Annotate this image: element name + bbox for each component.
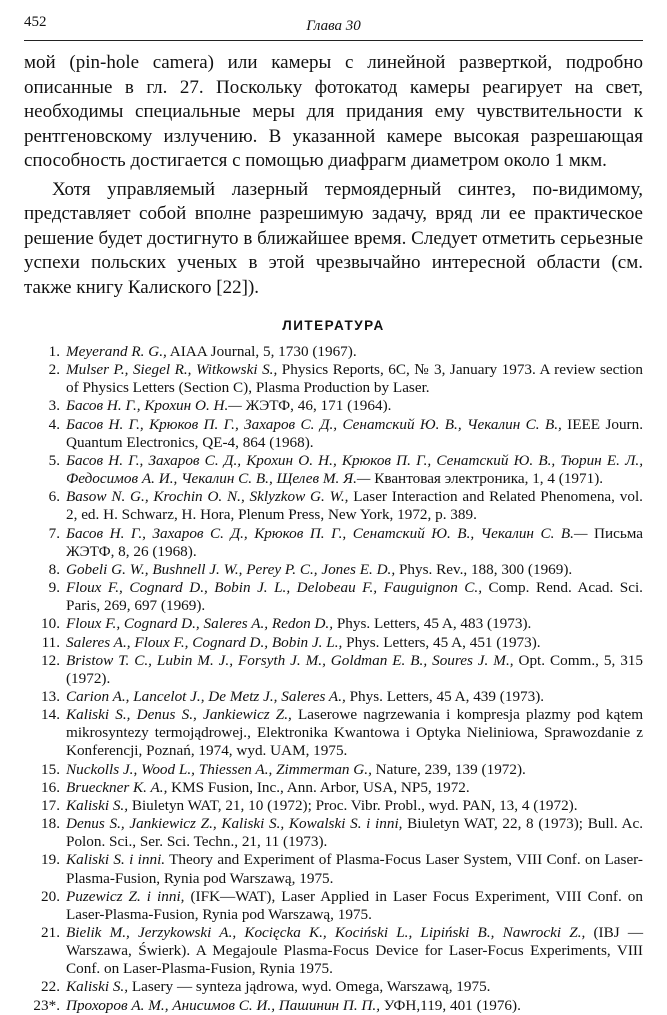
reference-number: 6.: [48, 488, 60, 506]
reference-item: [24, 561, 643, 579]
reference-text: [66, 888, 643, 924]
reference-item: [24, 416, 643, 452]
references-heading: ЛИТЕРАТУРА: [282, 318, 385, 333]
reference-item: [24, 488, 643, 524]
paragraph-1: мой (pin-hole camera) или камеры с линейной разверткой, подробно описанные в гл. 27. Поскольку фотокатод камеры реагирует на свет, необходимы специальные меры для придания ему чувствительности к рентгеновскому излучению. В указанной камере высокая разрешающая способность достигается с помощью диафрагм диаметром около 1 мкм.: [24, 52, 643, 171]
reference-text: [66, 525, 643, 561]
reference-item: [24, 452, 643, 488]
reference-authors: Nuckolls J., Wood L., Thiessen A., Zimmerman G.,: [66, 760, 372, 778]
reference-text: [66, 652, 643, 688]
reference-authors: Kaliski S. i inni.: [66, 851, 166, 869]
reference-details: AIAA Journal, 5, 1730 (1967).: [166, 343, 357, 360]
reference-text: [66, 978, 643, 996]
reference-text: [66, 343, 643, 361]
reference-details: Theory and Experiment of Plasma-Focus Laser System, VIII Conf. on Laser-Plasma-Fusion, Rynia pod Warszawą, 1975.: [66, 851, 643, 887]
reference-number: 2.: [48, 361, 60, 379]
reference-item: [24, 579, 643, 615]
reference-details: Nature, 239, 139 (1972).: [371, 760, 526, 778]
reference-number: 17.: [41, 796, 60, 814]
reference-details: (IFK—WAT), Laser Applied in Laser Focus Experiment, VIII Conf. on Laser-Plasma-Fusion, Rynia pod Warszawą, 1975.: [66, 887, 643, 923]
reference-item: [24, 924, 643, 978]
reference-list: [24, 343, 643, 1015]
reference-details: Квантовая электроника, 1, 4 (1971).: [370, 470, 604, 488]
reference-authors: Brueckner K. A.,: [66, 778, 168, 796]
reference-item: [24, 525, 643, 561]
page-number: 452: [24, 14, 47, 30]
reference-details: Phys. Letters, 45 A, 439 (1973).: [345, 687, 545, 705]
chapter-title: Глава 30: [306, 18, 361, 34]
running-header: [24, 14, 643, 41]
reference-details: Laserowe nagrzewania i kompresja plazmy pod kątem mikrosyntezy termojądrowej., Elektronika Kwantowa i Optyka Nieliniowa, Sprawozdanie z Konferencji, Poznań, 1974, wyd. UAM, 1975.: [66, 706, 644, 760]
reference-authors: Bristow T. C., Lubin M. J., Forsyth J. M., Goldman E. B., Soures J. M.,: [66, 651, 514, 669]
reference-details: Biuletyn WAT, 21, 10 (1972); Proc. Vibr. Probl., wyd. PAN, 13, 4 (1972).: [128, 796, 578, 814]
reference-authors: Kaliski S.,: [66, 978, 129, 996]
reference-text: [66, 797, 643, 815]
reference-text: [66, 997, 643, 1015]
reference-number: 11.: [41, 633, 60, 651]
reference-text: [66, 615, 643, 633]
reference-number: 14.: [41, 706, 60, 724]
reference-details: Phys. Letters, 45 A, 483 (1973).: [333, 615, 532, 633]
reference-authors: Basow N. G., Krochin O. N., Sklyzkow G. W.,: [66, 488, 349, 506]
reference-details: Physics Reports, 6C, № 3, January 1973. A review section of Physics Letters (Section C), Plasma Production by Laser.: [66, 361, 643, 397]
reference-text: [66, 634, 643, 652]
reference-number: 7.: [48, 524, 60, 542]
reference-authors: Saleres A., Floux F., Cognard D., Bobin J. L.,: [66, 633, 343, 651]
reference-details: Biuletyn WAT, 22, 8 (1973); Bull. Ac. Polon. Sci., Ser. Sci. Techn., 21, 11 (1973).: [66, 815, 643, 851]
reference-text: [66, 924, 643, 978]
reference-item: [24, 615, 643, 633]
reference-text: [66, 851, 643, 887]
reference-text: [66, 779, 643, 797]
reference-item: [24, 851, 643, 887]
page: [24, 14, 643, 1015]
reference-number: 9.: [48, 579, 60, 597]
reference-text: [66, 361, 643, 397]
reference-text: [66, 815, 643, 851]
reference-details: IEEE Journ. Quantum Electronics, QE-4, 864 (1968).: [66, 415, 643, 451]
reference-number: 8.: [48, 560, 60, 578]
reference-details: Phys. Rev., 188, 300 (1969).: [395, 560, 573, 578]
reference-item: [24, 343, 643, 361]
reference-details: (IBJ — Warszawa, Świerk). A Megajoule Plasma-Focus Device for Laser-Focus Experiments, VIII Conf. on Laser-Plasma-Fusion, Rynia 1975.: [66, 924, 644, 978]
reference-item: [24, 397, 643, 415]
reference-details: ЖЭТФ, 46, 171 (1964).: [241, 397, 392, 415]
reference-authors: Carion A., Lancelot J., De Metz J., Saleres A.,: [66, 687, 346, 705]
reference-authors: Denus S., Jankiewicz Z., Kaliski S., Kowalski S. i inni,: [66, 815, 403, 833]
reference-authors: Басов Н. Г., Захаров С. Д., Крохин О. Н., Крюков П. Г., Сенатский Ю. В., Тюрин Е. Л., Федосимов А. И., Чекалин С. В., Щелев М. Я.—: [66, 451, 643, 488]
reference-authors: Kaliski S.,: [66, 796, 129, 814]
reference-authors: Puzewicz Z. i inni,: [66, 887, 185, 905]
reference-number: 1.: [48, 343, 60, 360]
reference-number: 10.: [41, 615, 60, 633]
reference-item: [24, 634, 643, 652]
reference-number: 13.: [41, 687, 60, 705]
reference-item: [24, 797, 643, 815]
reference-details: Laser Interaction and Related Phenomena, vol. 2, ed. H. Schwarz, H. Hora, Plenum Press, New York, 1972, p. 389.: [66, 488, 643, 524]
reference-details: KMS Fusion, Inc., Ann. Arbor, USA, NP5, 1972.: [167, 778, 470, 796]
reference-text: [66, 397, 643, 415]
reference-authors: Прохоров А. М., Анисимов С. И., Пашинин П. П.,: [66, 996, 380, 1014]
reference-item: [24, 888, 643, 924]
reference-text: [66, 706, 643, 760]
reference-details: Opt. Comm., 5, 315 (1972).: [66, 651, 643, 687]
reference-number: 23*.: [33, 996, 60, 1014]
reference-item: [24, 761, 643, 779]
reference-text: [66, 761, 643, 779]
reference-item: [24, 706, 643, 760]
reference-authors: Басов Н. Г., Крюков П. Г., Захаров С. Д., Сенатский Ю. В., Чекалин С. В.,: [66, 415, 562, 433]
reference-details: УФН,119, 401 (1976).: [380, 996, 521, 1014]
reference-number: 15.: [41, 760, 60, 778]
reference-item: [24, 779, 643, 797]
reference-authors: Floux F., Cognard D., Saleres A., Redon D.,: [66, 615, 334, 633]
reference-authors: Gobeli G. W., Bushnell J. W., Perey P. C., Jones E. D.,: [66, 560, 396, 578]
reference-number: 16.: [41, 778, 60, 796]
reference-number: 5.: [48, 451, 60, 469]
reference-item: [24, 652, 643, 688]
reference-item: [24, 815, 643, 851]
paragraph-2: Хотя управляемый лазерный термоядерный синтез, по-видимому, представляет собой вполне разрешимую задачу, вряд ли ее практическое решение будет достигнуто в ближайшее время. Следует отметить серьезные успехи польских ученых в этой чрезвычайно интересной области (см. также книгу Калиского [22]).: [24, 178, 643, 298]
reference-number: 20.: [41, 887, 60, 905]
reference-details: Phys. Letters, 45 A, 451 (1973).: [342, 633, 541, 651]
reference-authors: Kaliski S., Denus S., Jankiewicz Z.,: [66, 706, 292, 724]
reference-text: [66, 561, 643, 579]
reference-number: 22.: [41, 978, 60, 996]
reference-number: 19.: [41, 851, 60, 869]
reference-text: [66, 579, 643, 615]
reference-text: [66, 488, 643, 524]
reference-number: 3.: [48, 397, 60, 415]
reference-authors: Mulser P., Siegel R., Witkowski S.,: [66, 361, 278, 379]
reference-number: 12.: [41, 651, 60, 669]
reference-details: Письма ЖЭТФ, 8, 26 (1968).: [66, 524, 643, 560]
reference-details: Lasery — synteza jądrowa, wyd. Omega, Warszawą, 1975.: [128, 978, 491, 996]
reference-number: 18.: [41, 815, 60, 833]
reference-details: Comp. Rend. Acad. Sci. Paris, 269, 697 (1969).: [66, 579, 643, 615]
reference-item: [24, 361, 643, 397]
reference-authors: Басов Н. Г., Крохин О. Н.—: [66, 397, 242, 415]
reference-authors: Meyerand R. G.,: [66, 343, 167, 360]
reference-item: [24, 688, 643, 706]
reference-authors: Floux F., Cognard D., Bobin J. L., Delobeau F., Fauguignon C.,: [66, 579, 483, 597]
reference-authors: Bielik M., Jerzykowski A., Kocięcka K., Kociński L., Lipiński B., Nawrocki Z.,: [66, 924, 586, 941]
reference-text: [66, 688, 643, 706]
reference-item: [24, 997, 643, 1015]
reference-item: [24, 978, 643, 996]
reference-authors: Басов Н. Г., Захаров С. Д., Крюков П. Г., Сенатский Ю. В., Чекалин С. В.—: [66, 524, 588, 542]
reference-text: [66, 452, 643, 488]
reference-number: 21.: [41, 924, 60, 941]
reference-text: [66, 416, 643, 452]
reference-number: 4.: [48, 415, 60, 433]
